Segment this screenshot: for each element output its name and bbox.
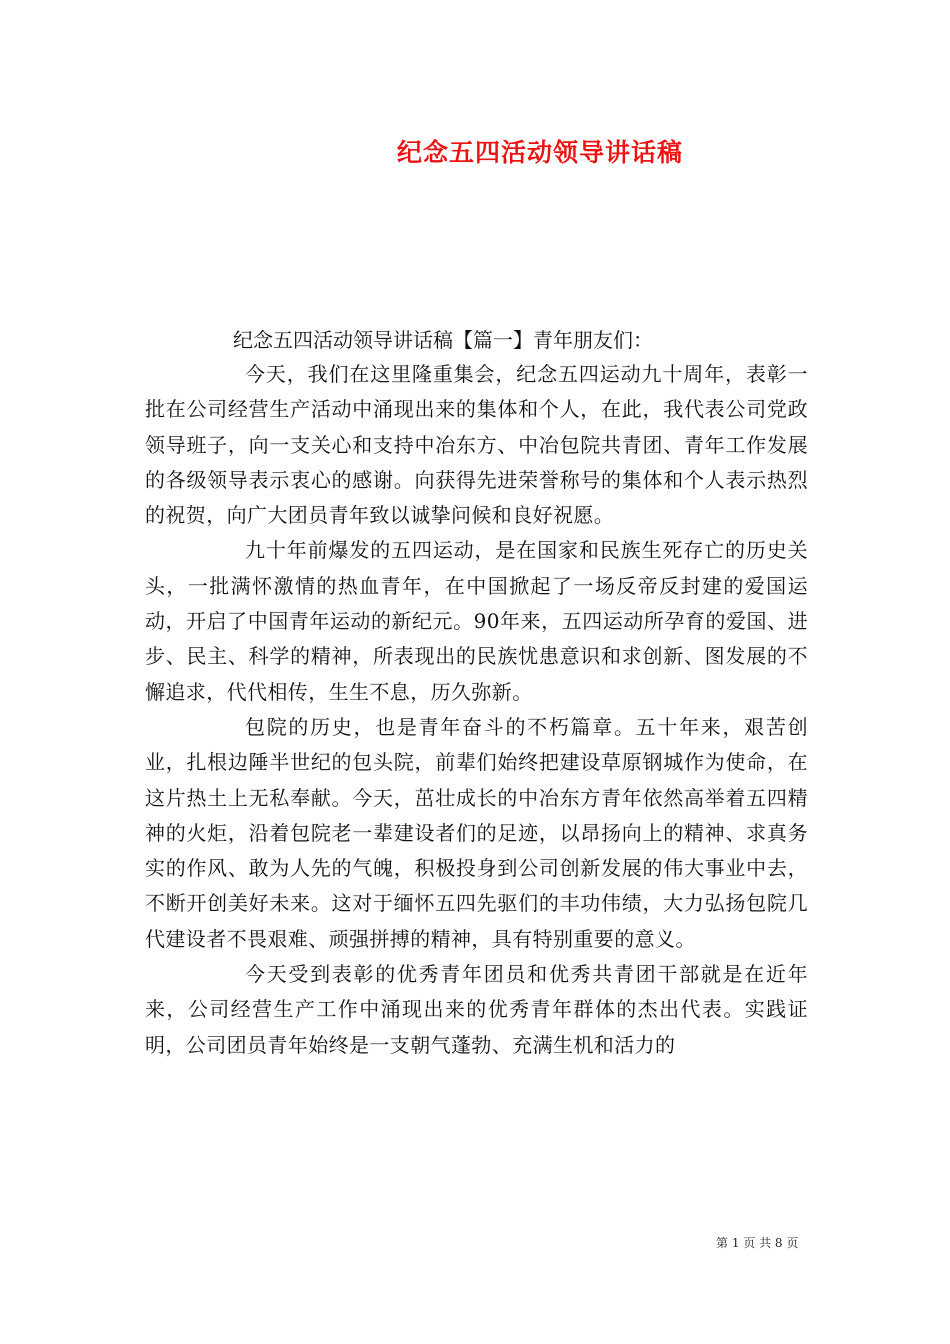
page-number-footer: 第 1 页 共 8 页 — [716, 1236, 799, 1250]
document-title: 纪念五四活动领导讲话稿 — [396, 138, 683, 167]
paragraph: 今天，我们在这里隆重集会，纪念五四运动九十周年，表彰一批在公司经营生产活动中涌现出来的集体和个人，在此，我代表公司党政领导班子，向一支关心和支持中冶东方、中冶包院共青团、青年工作发展的各级领导表示衷心的感谢。向获得先进荣誉称号的集体和个人表示热烈的祝贺，向广大团员青年致以诚挚问候和良好祝愿。 — [145, 362, 808, 528]
paragraph: 九十年前爆发的五四运动，是在国家和民族生死存亡的历史关头，一批满怀激情的热血青年，在中国掀起了一场反帝反封建的爱国运动，开启了中国青年运动的新纪元。90年来，五四运动所孕育的爱国、进步、民主、科学的精神，所表现出的民族忧患意识和求创新、图发展的不懈追求，代代相传，生生不息，历久弥新。 — [145, 538, 808, 704]
document-body — [145, 357, 808, 1063]
intro-line: 纪念五四活动领导讲话稿【篇一】青年朋友们： — [233, 328, 653, 352]
paragraph: 今天受到表彰的优秀青年团员和优秀共青团干部就是在近年来，公司经营生产工作中涌现出来的优秀青年群体的杰出代表。实践证明，公司团员青年始终是一支朝气蓬勃、充满生机和活力的 — [145, 962, 808, 1057]
paragraph: 包院的历史，也是青年奋斗的不朽篇章。五十年来，艰苦创业，扎根边陲半世纪的包头院，前辈们始终把建设草原钢城作为使命，在这片热土上无私奉献。今天，茁壮成长的中冶东方青年依然高举着五四精神的火炬，沿着包院老一辈建设者们的足迹，以昂扬向上的精神、求真务实的作风、敢为人先的气魄，积极投身到公司创新发展的伟大事业中去，不断开创美好未来。这对于缅怀五四先驱们的丰功伟绩，大力弘扬包院几代建设者不畏艰难、顽强拼搏的精神，具有特别重要的意义。 — [145, 714, 808, 951]
